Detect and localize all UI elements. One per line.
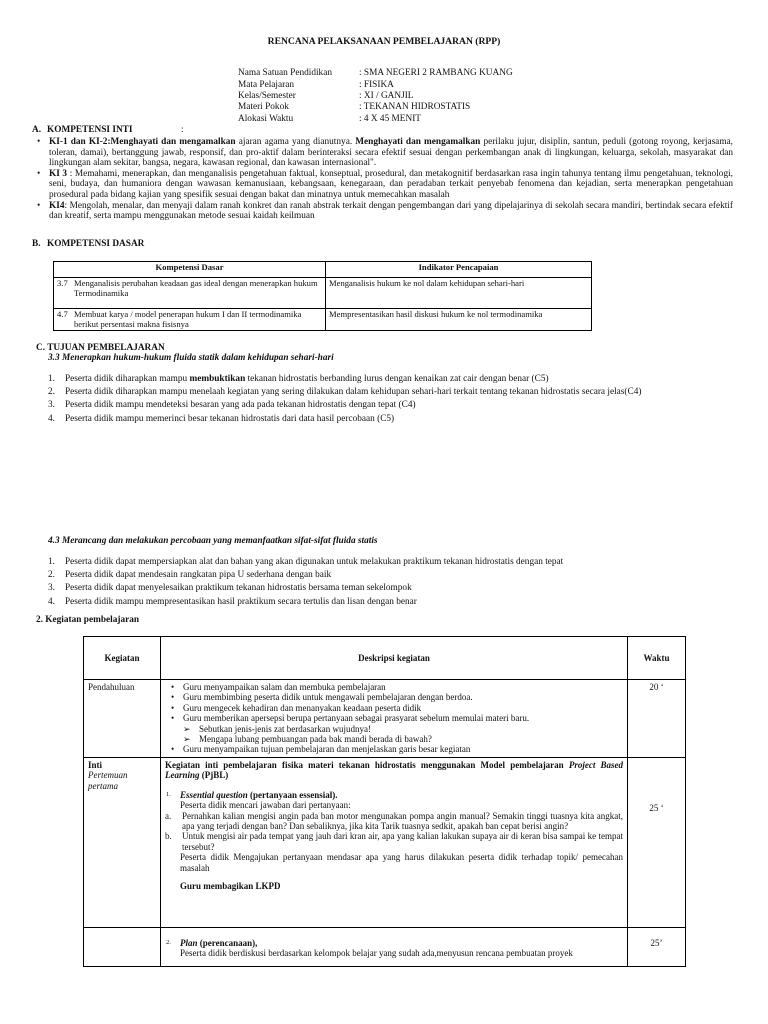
table-row [54,278,592,309]
ki-text: perilaku jujur, disiplin, santun, peduli (gotong royong, kerjasama, toleran, damai), bertanggung jawab, responsif, dan pro-aktif dalam berinteraksi secara efektif sesuai dengan perkembangan anak di lingkungan, keluarga, sekolah, masyarakat dan lingkungan alam sekitar, bangsa, negara, kawasan regional, dan kawasan internasional". [49,137,733,169]
step-text: Peserta didik mencari jawaban dari pertanyaan: [180,800,351,811]
step-title: Essential question [180,789,248,800]
apersepsi-list [165,724,623,745]
deskripsi-cell [161,758,628,928]
table-header-row [84,637,686,680]
column-header: Kompetensi Dasar [54,262,326,278]
item-number: 1. [48,557,55,567]
list-item: • Guru memberikan apersepsi berupa pertanyaan sebagai prasyarat sebelum memulai materi baru. [165,713,623,723]
column-header: Kegiatan [84,637,161,680]
step-suffix: (perencanaan), [197,938,258,948]
kd-text: Menganalisis perubahan keadaan gas ideal dengan menerapkan hukum Termodinamika [74,278,318,298]
item-text: Peserta didik mampu memerinci besar tekanan hidrostatis dari data hasil percobaan (C5) [65,413,395,424]
deskripsi-cell [161,680,628,758]
kegiatan-label: Inti [88,760,103,770]
ki-text: : Memahami, menerapkan, dan menganalisis pengetahuan faktual, konseptual, prosedural, dan metakognitif berdasarkan rasa ingin tahunya tentang ilmu pengetahuan, teknologi, seni, budaya, dan humaniora dengan wawasan kemanusiaan, kebangsaan, kenegaraan, dan peradaban terkait penyebab fenomena dan kejadian, serta menerapkan pengetahuan prosedural pada bidang kajian yang spesifik sesuai dengan bakat dan minatnya untuk memecahkan masalah [49,168,733,200]
identity-value: : 4 X 45 MENIT [359,114,421,124]
lkpd-note: Guru membagikan LKPD [180,881,281,892]
table-row [84,928,686,967]
list-item: • Guru membimbing peserta didik untuk mengawali pembelajaran dengan berdoa. [165,692,623,702]
kd-number: 3.7 [57,278,68,288]
item-number: 2. [48,570,55,581]
table-row [84,758,686,928]
ki-text: ajaran agama yang dianutnya. [235,137,356,147]
section-a-heading: KOMPETENSI INTI [47,125,133,135]
step-heading [165,790,623,800]
list-item [48,570,748,581]
identity-label: Alokasi Waktu [238,114,294,124]
table-row [84,680,686,758]
list-item [48,597,748,608]
step-text: Peserta didik berdiskusi berdasarkan kelompok belajar yang sudah ada,menyusun rencana pembuatan proyek [180,948,573,959]
identity-label: Kelas/Semester [238,91,296,101]
list-item [48,557,748,568]
table-header-row [54,262,592,278]
item-number: 2. [48,387,55,398]
kompetensi-inti-list [31,137,733,222]
item-letter: a. [165,810,172,821]
indikator-cell: Menganalisis hukum ke nol dalam kehidupan sehari-hari [326,278,592,309]
identity-value: : XI / GANJIL [359,91,414,101]
item-emphasis: membuktikan [189,374,246,384]
column-header: Deskripsi kegiatan [161,637,628,680]
item-number: 3. [48,583,55,594]
kd-cell [54,309,326,331]
identity-label: Nama Satuan Pendidikan [238,68,332,78]
ki-item [31,169,733,201]
step-followup: Peserta didik Mengajukan pertanyaan mendasar apa yang harus dilakukan peserta didik terhadap topik/ pemecahan masalah [180,852,623,873]
item-number: 4. [48,413,55,424]
list-item [48,583,748,594]
kd-subheading: 3.3 Menerapkan hukum-hukum fluida statik dalam kehidupan sehari-hari [48,353,334,363]
column-header: Indikator Pencapaian [326,262,592,278]
list-item [165,811,623,832]
list-item: • Guru menyampaikan salam dan membuka pembelajaran [165,682,623,692]
waktu-cell: 20 ‘ [628,680,686,758]
item-text: Peserta didik diharapkan mampu [65,374,190,384]
waktu-cell: 25 ‘ [628,758,686,928]
step-number: 1. [166,790,171,798]
item-number: 1. [48,374,55,384]
item-text: Peserta didik diharapkan mampu menelaah kegiatan yang sering dilakukan dalam kehidupan sehari-hari terkait tentang tekanan hidrostatis secara jelas(C4) [65,387,642,398]
question-list [165,811,623,853]
item-text: Peserta didik mampu mempresentasikan hasil praktikum secara tertulis dan lisan dengan benar [65,596,417,607]
item-text: tekanan hidrostatis berbanding lurus dengan kenaikan zat cair dengan benar (C5) [245,374,549,384]
identity-label: Mata Pelajaran [238,80,295,90]
kegiatan-sublabel: pertama [88,780,118,791]
ki-lead: KI 3 [49,168,68,179]
section-a-colon: : [181,125,184,135]
deskripsi-cell [161,928,628,967]
kompetensi-dasar-table [53,261,592,331]
document-title: RENCANA PELAKSANAAN PEMBELAJARAN (RPP) [267,36,501,47]
item-text: Untuk mengisi air pada tempat yang jauh dari kran air, apa yang kalian lakukan supaya air di keran bisa sampai ke tempat tersebut? [182,831,623,852]
item-text: Peserta didik dapat menyelesaikan praktikum tekanan hidrostatis bersama teman sekelompok [65,583,412,594]
ki-item [31,137,733,169]
list-item: ➢ Sebutkan jenis-jenis zat berdasarkan wujudnya! [165,724,623,734]
step-suffix: (pertanyaan essensial). [247,789,338,800]
kegiatan-label-cell [84,928,161,967]
section-a-number: A. [32,125,42,135]
goals-list-1 [48,374,748,427]
intro-text: Kegiatan inti pembelajaran fisika materi tekanan hidrostatis menggunakan Model pembelajaran [165,760,569,770]
ki-lead: KI4 [49,200,65,211]
section-c-heading: C. TUJUAN PEMBELAJARAN [36,343,165,353]
pendahuluan-list [165,682,623,724]
inti-intro [165,760,623,781]
item-text: Peserta didik mampu mendeteksi besaran yang ada pada tekanan hidrostatis dengan tepat (C4) [65,400,416,411]
table-row [54,309,592,331]
kegiatan-label-cell [84,758,161,928]
list-item [48,387,748,398]
item-text: Pernahkan kalian mengisi angin pada ban motor mengunakan pompa angin manual? Semakin tinggi tuasnya kita angkat, apa yang terjadi dengan ban? Dan sebaliknya, jika kita Tarik tuasnya sedkit, apakah ban cepat berisi angin? [182,810,623,832]
ki-lead: Menghayati dan mengamalkan [355,137,481,147]
ki-lead: :Menghayati dan mengamalkan [107,137,236,147]
identity-value: : TEKANAN HIDROSTATIS [359,102,471,112]
list-item: ➢ Mengapa lubang pembuangan pada bak mandi berada di bawah? [165,734,623,744]
item-text: Peserta didik dapat mempersiapkan alat dan bahan yang akan digunakan untuk melakukan praktikum tekanan hidrostatis dengan tepat [65,557,564,567]
identity-value: : FISIKA [359,80,394,90]
column-header: Waktu [628,637,686,680]
identity-label: Materi Pokok [238,102,289,112]
step-heading [165,938,623,948]
kd-number: 4.7 [57,309,68,319]
goals-list-2 [48,557,748,610]
list-item [48,414,748,425]
list-item: • Guru mengecek kehadiran dan menanyakan keadaan peserta didik [165,703,623,713]
intro-text: (PjBL) [199,770,229,781]
item-letter: b. [165,831,172,842]
item-text: Peserta didik dapat mendesain rangkatan pipa U sederhana dengan baik [65,570,332,581]
section-b-number: B. [32,239,41,249]
list-item [165,831,623,852]
step-number: 2. [166,939,171,946]
kegiatan-sublabel: Pertemuan [88,770,128,781]
kegiatan-label: Pendahuluan [84,680,161,758]
kd-subheading: 4.3 Merancang dan melakukan percobaan yang memanfaatkan sifat-sifat fluida statis [48,536,378,546]
identity-value: : SMA NEGERI 2 RAMBANG KUANG [359,68,513,78]
model-name: Project Based Learning [165,760,623,781]
kegiatan-heading: 2. Kegiatan pembelajaran [36,615,140,625]
ki-item [31,201,733,222]
section-b-heading: KOMPETENSI DASAR [47,239,145,249]
kd-text: Membuat karya / model penerapan hukum I dan II termodinamika berikut persentasi makna fisisnya [74,309,302,329]
ki-text: : Mengolah, menalar, dan menyaji dalam ranah konkret dan ranah abstrak terkait dengan pengembangan dari yang dipelajarinya di sekolah secara mandiri, bertindak secara efektif dan kreatif, serta mampu menggunakan metode sesuai kaidah keilmuan [49,200,733,222]
waktu-cell: 25’ [628,928,686,967]
kegiatan-table [83,636,686,967]
item-number: 3. [48,400,55,411]
item-number: 4. [48,596,55,607]
pendahuluan-list-end [165,744,623,754]
list-item [48,400,748,411]
indikator-cell: Mempresentasikan hasil diskusi hukum ke nol termodinamika [326,309,592,331]
ki-lead: KI-1 dan KI-2 [49,137,108,147]
list-item [48,374,748,385]
step-title: Plan [180,938,198,948]
kd-cell [54,278,326,309]
list-item: • Guru menyampaikan tujuan pembelajaran dan menjelaskan garis besar kegiatan [165,744,623,754]
